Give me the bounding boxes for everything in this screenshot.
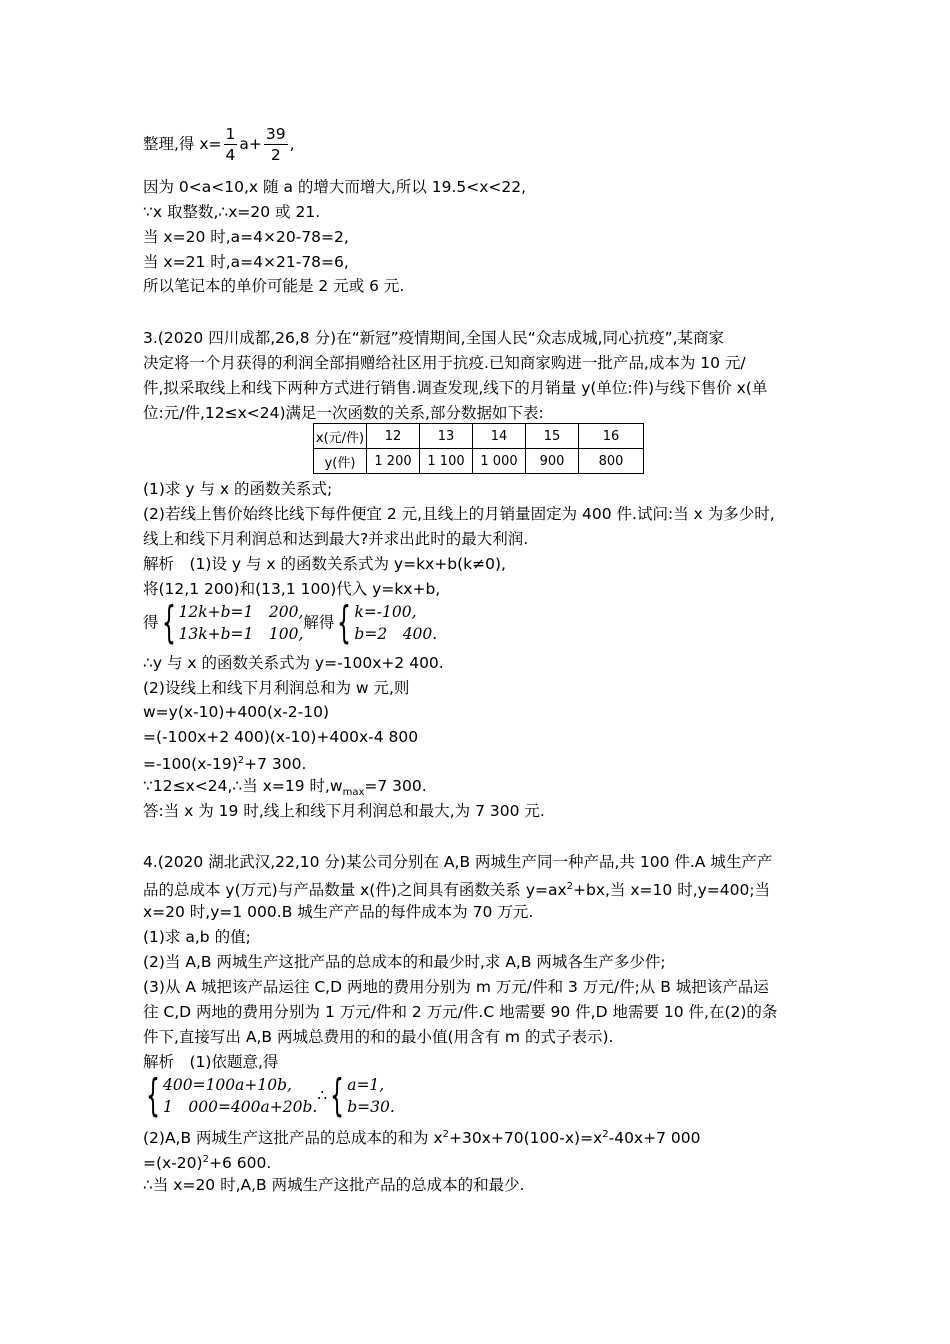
block1-line4: 当 x=20 时,a=4×20-78=2, xyxy=(143,228,349,246)
table-cell: 14 xyxy=(473,424,526,449)
problem3-sol8: $=-100(x-19)^2+7$ 300. xyxy=(143,755,307,774)
table-row-x xyxy=(314,424,644,449)
block1-line2: 因为 0<a<10,x 随 a 的增大而增大,所以 19.5<x<22, xyxy=(143,178,527,196)
problem3-sol1: 解析 (1)设 y 与 x 的函数关系式为 y=kx+b(k≠0), xyxy=(143,555,506,573)
problem4-line3: x=20 时,y=1 000.B 城生产产品的每件成本为 70 万元. xyxy=(143,903,534,921)
problem4-sol3: (2)A,B 两城生产这批产品的总成本的和为 $x^2+30x+70(100-x)=x^2-40x+7$ 000 xyxy=(143,1129,701,1148)
table-cell: 13 xyxy=(420,424,473,449)
problem3-answer: 答:当 x 为 19 时,线上和线下月利润总和最大,为 7 300 元. xyxy=(143,802,545,820)
left-brace: { xyxy=(337,597,352,648)
problem4-q3b: 往 C,D 两地的费用分别为 1 万元/件和 2 万元/件.C 地需要 90 件,D 地需要 10 件,在(2)的条 xyxy=(143,1003,778,1021)
equation-system: 12k+b=1 200, 13k+b=1 100, xyxy=(178,603,304,643)
problem3-sol9: ∵12≤x<24,∴当 x=19 时$,w_{max}=7$ 300. xyxy=(143,777,427,799)
problem3-sol7: =(-100x+2 400)(x-10)+400x-4 800 xyxy=(143,728,419,746)
data-table xyxy=(313,423,644,474)
fraction-1-4: $\frac{1}{4}$ xyxy=(225,125,236,164)
problem4-sol4: $=(x-20)^2+6$ 600. xyxy=(143,1154,272,1173)
block1-line3: ∵x 取整数,∴x=20 或 21. xyxy=(143,203,321,221)
block1-line6: 所以笔记本的单价可能是 2 元或 6 元. xyxy=(143,277,405,295)
table-cell: 12 xyxy=(367,424,420,449)
table-header-x: x(元/件) xyxy=(314,424,367,449)
block1-line5: 当 x=21 时,a=4×21-78=6, xyxy=(143,253,349,271)
problem4-q2: (2)当 A,B 两城生产这批产品的总成本的和最少时,求 A,B 两城各生产多少件; xyxy=(143,953,666,971)
problem3-sol6: w=y(x-10)+400(x-2-10) xyxy=(143,703,330,721)
table-header-y: y(件) xyxy=(314,449,367,474)
problem3-line4: 位:元/件,12≤x<24)满足一次函数的关系,部分数据如下表: xyxy=(143,404,544,422)
problem3-sol4: ∴y 与 x 的函数关系式为 y=-100x+2 400. xyxy=(143,654,444,672)
solution-system: a=1, b=30. xyxy=(347,1076,395,1116)
problem4-sol1: 解析 (1)依题意,得 xyxy=(143,1053,279,1071)
problem3-q2a: (2)若线上售价始终比线下每件便宜 2 元,且线上的月销量固定为 400 件.试问:当 x 为多少时, xyxy=(143,505,775,523)
solution-system: k=-100, b=2 400. xyxy=(354,603,438,643)
table-cell: 900 xyxy=(526,449,579,474)
problem3-line2: 决定将一个月获得的利润全部捐赠给社区用于抗疫.已知商家购进一批产品,成本为 10 元/ xyxy=(143,354,746,372)
table-cell: 1 200 xyxy=(367,449,420,474)
left-brace: { xyxy=(146,1070,160,1121)
problem4-head: 4.(2020 湖北武汉,22,10 分)某公司分别在 A,B 两城生产同一种产品,共 100 件.A 城生产产 xyxy=(143,853,773,871)
problem3-system: 得{ 12k+b=1 200, 13k+b=1 100, 解得{ k=-100, b=2 400. xyxy=(143,597,438,648)
fraction-39-2: $\frac{39}{2}$ xyxy=(265,125,286,164)
table-cell: 15 xyxy=(526,424,579,449)
table-cell: 800 xyxy=(579,449,644,474)
problem3-q1: (1)求 y 与 x 的函数关系式; xyxy=(143,480,333,498)
problem3-sol5: (2)设线上和线下月利润总和为 w 元,则 xyxy=(143,679,410,697)
problem4-line2: 品的总成本 y(万元)与产品数量 x(件)之间具有函数关系 $y=ax^2+bx$,当 x=10 时,y=400;当 xyxy=(143,881,771,900)
problem4-q1: (1)求 a,b 的值; xyxy=(143,928,251,946)
equation-system: 400=100a+10b, 1 000=400a+20b. xyxy=(163,1076,318,1116)
problem4-q3c: 件下,直接写出 A,B 两城总费用的和的最小值(用含有 m 的式子表示). xyxy=(143,1028,614,1046)
problem3-line3: 件,拟采取线上和线下两种方式进行销售.调查发现,线下的月销量 y(单位:件)与线下售价 x(单 xyxy=(143,379,768,397)
problem3-q2b: 线上和线下月利润总和达到最大?并求出此时的最大利润. xyxy=(143,530,529,548)
problem4-system: { 400=100a+10b, 1 000=400a+20b. ∴{ a=1, b=30. xyxy=(146,1070,395,1121)
block1-line1: 整理,得 x= $\frac{1}{4}$ a+ $\frac{39}{2}$ , xyxy=(143,125,295,164)
problem4-sol5: ∴当 x=20 时,A,B 两城生产这批产品的总成本的和最少. xyxy=(143,1176,525,1194)
left-brace: { xyxy=(161,597,176,648)
problem3-sol2: 将(12,1 200)和(13,1 100)代入 y=kx+b, xyxy=(143,580,441,598)
problem3-head: 3.(2020 四川成都,26,8 分)在“新冠”疫情期间,全国人民“众志成城,同心抗疫”,某商家 xyxy=(143,329,725,347)
table-row-y xyxy=(314,449,644,474)
left-brace: { xyxy=(330,1070,345,1121)
problem4-q3a: (3)从 A 城把该产品运往 C,D 两地的费用分别为 m 万元/件和 3 万元/件;从 B 城把该产品运 xyxy=(143,978,769,996)
table-cell: 1 100 xyxy=(420,449,473,474)
table-cell: 1 000 xyxy=(473,449,526,474)
table-cell: 16 xyxy=(579,424,644,449)
